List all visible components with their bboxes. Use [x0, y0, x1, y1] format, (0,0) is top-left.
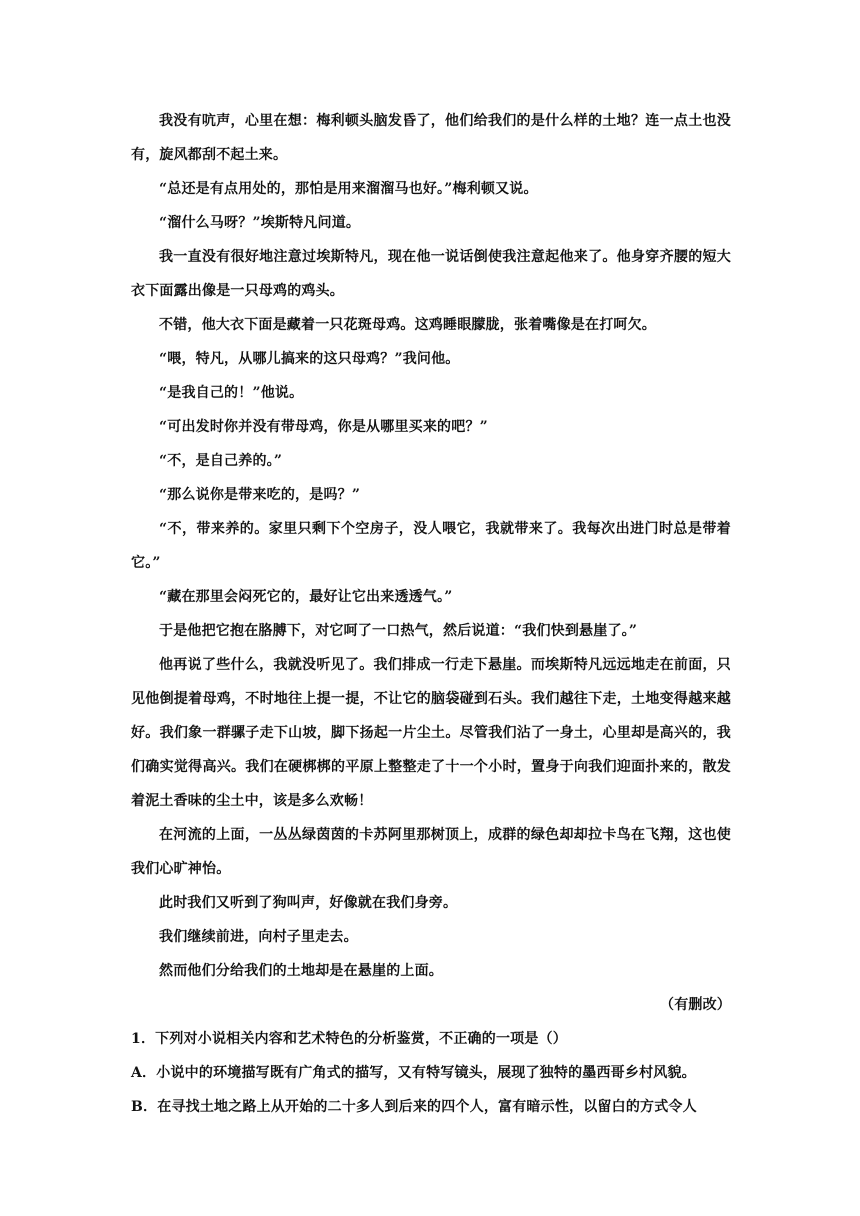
story-paragraph: 我一直没有很好地注意过埃斯特凡，现在他一说话倒使我注意起他来了。他身穿齐腰的短大衣下面露出像是一只母鸡的鸡头。 — [131, 249, 731, 299]
story-paragraph: “是我自己的！”他说。 — [159, 385, 304, 401]
story-paragraph: 我没有吭声，心里在想：梅利顿头脑发昏了，他们给我们的是什么样的土地？连一点土也没有，旋风都刮不起土来。 — [131, 113, 731, 163]
story-paragraph: “藏在那里会闷死它的，最好让它出来透透气。” — [159, 589, 453, 605]
question-option-b — [131, 1090, 731, 1124]
question-option-a — [131, 1056, 731, 1090]
question-number: 1． — [131, 1031, 156, 1047]
source-note: （有删改） — [660, 997, 731, 1013]
option-text: 在寻找土地之路上从开始的二十多人到后来的四个人，富有暗示性，以留白的方式令人 — [157, 1099, 697, 1115]
story-paragraph: “不，是自己养的。” — [159, 453, 283, 469]
story-paragraph: 我们继续前进，向村子里走去。 — [159, 929, 358, 945]
story-paragraph: “那么说你是带来吃的，是吗？” — [159, 487, 361, 503]
option-label: B． — [131, 1099, 158, 1115]
story-paragraph: “总还是有点用处的，那怕是用来溜溜马也好。”梅利顿又说。 — [159, 181, 538, 197]
story-paragraph: 然而他们分给我们的土地却是在悬崖的上面。 — [159, 963, 443, 979]
story-paragraph: 此时我们又听到了狗叫声，好像就在我们身旁。 — [159, 895, 458, 911]
story-paragraph: 他再说了些什么，我就没听见了。我们排成一行走下悬崖。而埃斯特凡远远地走在前面，只见他倒提着母鸡，不时地往上提一提，不让它的脑袋碰到石头。我们越往下走，土地变得越来越好。我们象一群骡子走下山坡，脚下扬起一片尘土。尽管我们沾了一身土，心里却是高兴的，我们确实觉得高兴。我们在硬梆梆的平原上整整走了十一个小时，置身于向我们迎面扑来的，散发着泥土香味的尘土中，该是多么欢畅！ — [131, 657, 731, 809]
story-paragraph: “喂，特凡，从哪儿搞来的这只母鸡？”我问他。 — [159, 351, 460, 367]
story-paragraph: “溜什么马呀？”埃斯特凡问道。 — [159, 215, 361, 231]
story-paragraph: 不错，他大衣下面是藏着一只花斑母鸡。这鸡睡眼朦胧，张着嘴像是在打呵欠。 — [159, 317, 656, 333]
story-paragraph: “不，带来养的。家里只剩下个空房子，没人喂它，我就带来了。我每次出进门时总是带着它。” — [131, 521, 731, 571]
story-paragraph: 于是他把它抱在胳膊下，对它呵了一口热气，然后说道：“我们快到悬崖了。” — [159, 623, 638, 639]
question-text: 下列对小说相关内容和艺术特色的分析鉴赏，不正确的一项是（） — [155, 1031, 567, 1047]
document-content — [131, 104, 731, 1124]
option-text: 小说中的环境描写既有广角式的描写，又有特写镜头，展现了独特的墨西哥乡村风貌。 — [156, 1065, 696, 1081]
story-paragraph: “可出发时你并没有带母鸡，你是从哪里买来的吧？” — [159, 419, 488, 435]
story-paragraph: 在河流的上面，一丛丛绿茵茵的卡苏阿里那树顶上，成群的绿色却却拉卡鸟在飞翔，这也使我们心旷神怡。 — [131, 827, 731, 877]
question-stem — [131, 1022, 731, 1056]
option-label: A． — [131, 1065, 157, 1081]
